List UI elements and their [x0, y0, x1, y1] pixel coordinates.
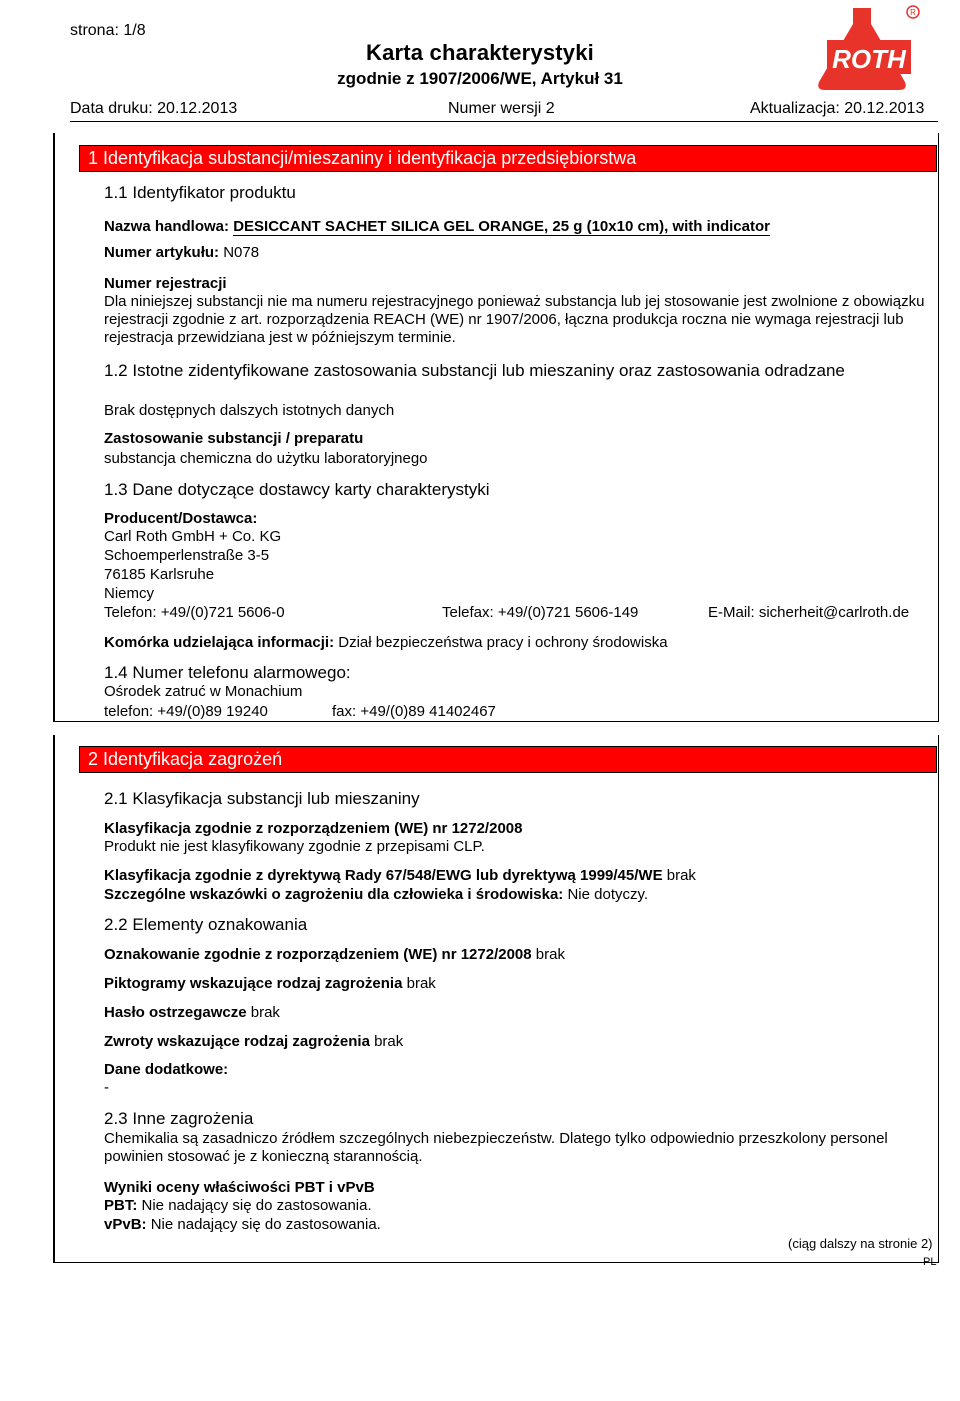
signal-row	[104, 1004, 280, 1022]
s12-heading: 1.2 Istotne zidentyfikowane zastosowania substancji lub mieszaniny oraz zastosowania odradzane	[104, 361, 845, 380]
article-value: N078	[223, 244, 260, 261]
signal-label: Hasło ostrzegawcze	[104, 1004, 247, 1021]
special-row	[104, 886, 648, 904]
info-text: Dział bezpieczeństwa pracy i ochrony środowiska	[338, 634, 668, 651]
hazard-label: Zwroty wskazujące rodzaj zagrożenia	[104, 1033, 370, 1050]
use-label: Zastosowanie substancji / preparatu	[104, 430, 364, 447]
hazard-row	[104, 1033, 403, 1051]
supplier-city: 76185 Karlsruhe	[104, 566, 215, 583]
clp-label: Klasyfikacja zgodnie z rozporządzeniem (WE) nr 1272/2008	[104, 820, 523, 837]
pictograms-value: brak	[406, 975, 436, 992]
vpvb-row	[104, 1216, 381, 1234]
pbt-name: PBT:	[104, 1197, 138, 1214]
extra-label: Dane dodatkowe:	[104, 1061, 229, 1078]
info-row	[104, 634, 668, 652]
section1-title: 1 Identyfikacja substancji/mieszaniny i identyfikacja przedsiębiorstwa	[88, 148, 637, 168]
update-date: Aktualizacja: 20.12.2013	[750, 100, 925, 117]
s23-heading: 2.3 Inne zagrożenia	[104, 1109, 254, 1128]
supplier-phone: Telefon: +49/(0)721 5606-0	[104, 604, 285, 621]
emergency-name: Ośrodek zatruć w Monachium	[104, 683, 303, 700]
registration-label: Numer rejestracji	[104, 275, 227, 292]
supplier-street: Schoemperlenstraße 3-5	[104, 547, 270, 564]
pictograms-label: Piktogramy wskazujące rodzaj zagrożenia	[104, 975, 403, 992]
s12-text: Brak dostępnych dalszych istotnych danych	[104, 402, 395, 419]
supplier-country: Niemcy	[104, 585, 155, 602]
section2-header	[79, 746, 937, 773]
supplier-email[interactable]: E-Mail: sicherheit@carlroth.de	[708, 604, 910, 621]
print-date: Data druku: 20.12.2013	[70, 100, 238, 117]
supplier-fax: Telefax: +49/(0)721 5606-149	[442, 604, 639, 621]
label-clp-row	[104, 946, 565, 964]
use-text: substancja chemiczna do użytku laboratoryjnego	[104, 450, 428, 467]
emergency-fax: fax: +49/(0)89 41402467	[332, 703, 496, 720]
label-clp-value: brak	[535, 946, 565, 963]
directive-value: brak	[666, 867, 696, 884]
emergency-phone: telefon: +49/(0)89 19240	[104, 703, 268, 720]
hazard-value: brak	[374, 1033, 404, 1050]
directive-label: Klasyfikacja zgodnie z dyrektywą Rady 67/548/EWG lub dyrektywą 1999/45/WE	[104, 867, 663, 884]
label-clp-label: Oznakowanie zgodnie z rozporządzeniem (WE) nr 1272/2008	[104, 946, 532, 963]
supplier-name: Carl Roth GmbH + Co. KG	[104, 528, 282, 545]
s13-heading: 1.3 Dane dotyczące dostawcy karty charakterystyki	[104, 480, 490, 499]
svg-text:ROTH: ROTH	[832, 44, 906, 74]
s11-heading: 1.1 Identyfikator produktu	[104, 183, 296, 202]
extra-value: -	[104, 1079, 109, 1096]
page-number: strona: 1/8	[70, 22, 146, 39]
vpvb-name: vPvB:	[104, 1216, 147, 1233]
special-value: Nie dotyczy.	[567, 886, 649, 903]
carl-roth-logo	[813, 2, 923, 94]
pbt-value: Nie nadający się do zastosowania.	[141, 1197, 372, 1214]
svg-text:R: R	[910, 8, 916, 17]
language-code: PL	[923, 1256, 937, 1268]
signal-value: brak	[250, 1004, 280, 1021]
continued-note: (ciąg dalszy na stronie 2)	[788, 1236, 933, 1251]
article-row	[104, 244, 259, 262]
s23-text: Chemikalia są zasadniczo źródłem szczególnych niebezpieczeństw. Dlatego tylko odpowiednio przeszkolony personel powinien stosować je z konieczną starannością.	[104, 1130, 888, 1165]
info-label: Komórka udzielająca informacji:	[104, 634, 335, 651]
vpvb-value: Nie nadający się do zastosowania.	[150, 1216, 381, 1233]
pbt-label: Wyniki oceny właściwości PBT i vPvB	[104, 1179, 375, 1196]
trade-name-value: DESICCANT SACHET SILICA GEL ORANGE, 25 g (10x10 cm), with indicator	[233, 218, 770, 235]
document-title: Karta charakterystyki	[365, 40, 594, 65]
clp-text: Produkt nie jest klasyfikowany zgodnie z przepisami CLP.	[104, 838, 485, 855]
pictograms-row	[104, 975, 436, 993]
directive-row	[104, 867, 696, 885]
pbt-row	[104, 1197, 372, 1215]
article-label: Numer artykułu:	[104, 244, 220, 261]
registration-text: Dla niniejszej substancji nie ma numeru rejestracyjnego ponieważ substancja lub jej stosowanie jest zwolnione z obowiązku rejestracji zgodnie z art. rozporządzenia REACH (WE) nr 1907/2006, łączna produkcja roczna nie wymaga rejestracji lub rejestracja przewidziana jest w późniejszym terminie.	[104, 293, 925, 346]
version-number: Numer wersji 2	[448, 100, 555, 117]
section2-title: 2 Identyfikacja zagrożeń	[88, 749, 283, 769]
special-label: Szczególne wskazówki o zagrożeniu dla człowieka i środowiska:	[104, 886, 564, 903]
supplier-label: Producent/Dostawca:	[104, 510, 258, 527]
s22-heading: 2.2 Elementy oznakowania	[104, 915, 308, 934]
s21-heading: 2.1 Klasyfikacja substancji lub mieszaniny	[104, 789, 420, 808]
trade-name-row	[104, 218, 770, 236]
s14-heading: 1.4 Numer telefonu alarmowego:	[104, 663, 351, 682]
header-divider	[70, 121, 938, 122]
document-subtitle: zgodnie z 1907/2006/WE, Artykuł 31	[337, 69, 623, 88]
section1-header	[79, 145, 937, 172]
trade-name-label: Nazwa handlowa:	[104, 218, 230, 235]
